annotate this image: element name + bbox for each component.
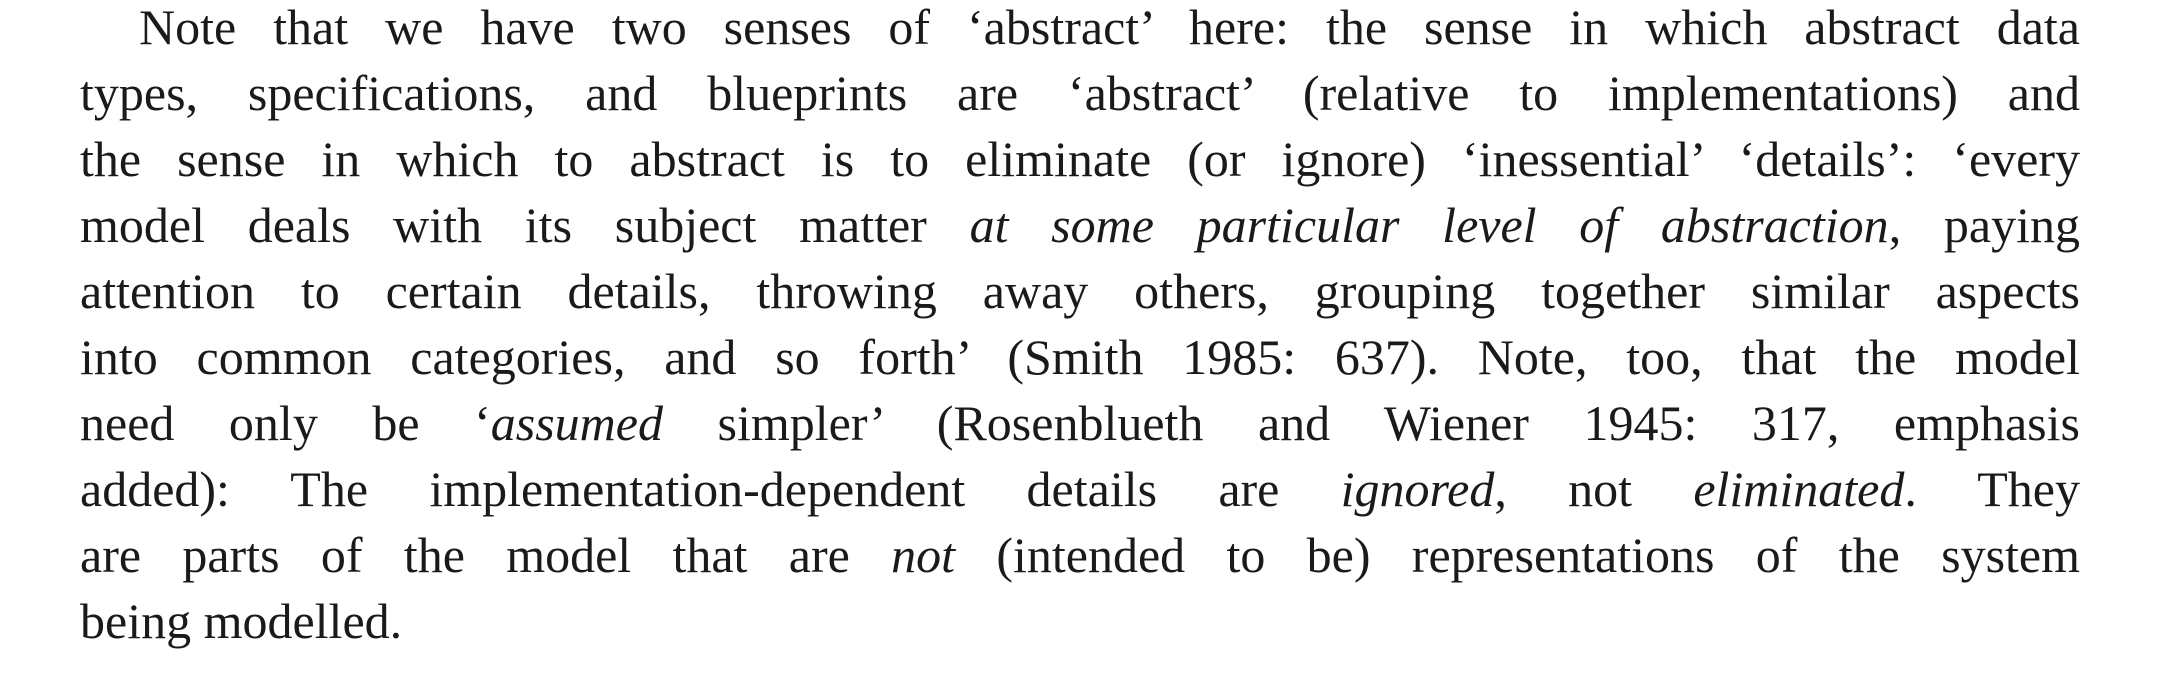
- line-8-text-b: , not: [1494, 461, 1694, 517]
- line-7-text-b: simpler’ (Rosenblueth and Wiener 1945: 317, emphasis: [662, 395, 2080, 451]
- text-page: [80, 0, 2080, 685]
- emphasis-not: not: [891, 527, 956, 583]
- line-4-text-b: , paying: [1888, 197, 2081, 253]
- paragraph-line-5: attention to certain details, throwing away others, grouping together similar aspects: [80, 263, 2080, 319]
- emphasis-assumed: assumed: [490, 395, 663, 451]
- line-9-text-a: are parts of the model that are: [80, 527, 892, 583]
- paragraph-line-4: [80, 192, 2080, 258]
- line-4-text-a: model deals with its subject matter: [80, 197, 970, 253]
- line-8-text-a: added): The implementation-dependent details are: [80, 461, 1341, 517]
- paragraph-line-9: [80, 522, 2080, 588]
- emphasis-eliminated: eliminated: [1693, 461, 1905, 517]
- paragraph-line-10: being modelled.: [80, 593, 403, 649]
- paragraph-line-3: the sense in which to abstract is to eliminate (or ignore) ‘inessential’ ‘details’: ‘every: [80, 131, 2080, 187]
- paragraph-line-1: Note that we have two senses of ‘abstract’ here: the sense in which abstract data: [139, 0, 2080, 55]
- paragraph-line-7: [80, 390, 2080, 456]
- line-7-text-a: need only be ‘: [80, 395, 491, 451]
- line-9-text-b: (intended to be) representations of the system: [955, 527, 2081, 583]
- paragraph-line-2: types, specifications, and blueprints are ‘abstract’ (relative to implementations) and: [80, 65, 2080, 121]
- paragraph-line-8: [80, 456, 2080, 522]
- emphasis-level-of-abstraction: at some particular level of abstraction: [969, 197, 1889, 253]
- line-8-text-c: . They: [1904, 461, 2080, 517]
- paragraph-line-6: into common categories, and so forth’ (Smith 1985: 637). Note, too, that the model: [80, 329, 2080, 385]
- emphasis-ignored: ignored: [1340, 461, 1495, 517]
